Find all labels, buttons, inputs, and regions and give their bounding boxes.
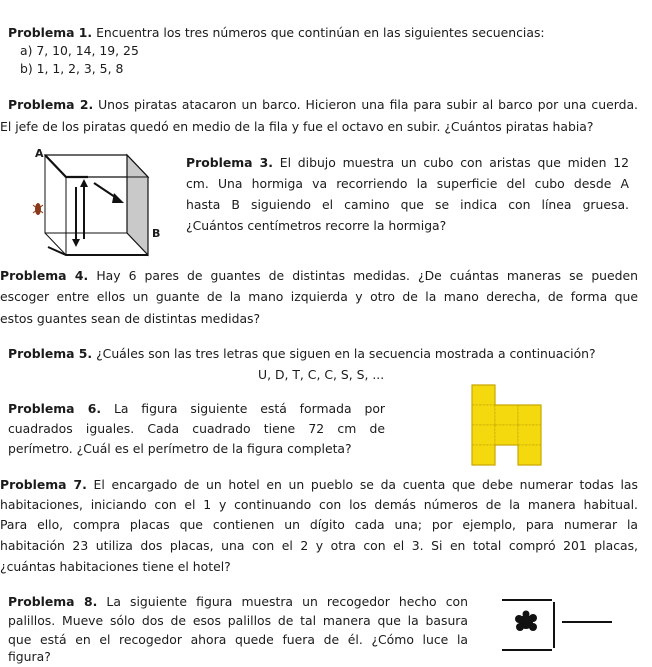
problem-4-line-2: escoger entre ellos un guante de la mano izquierda y otro de la mano derecha, de forma que — [0, 289, 638, 304]
square — [472, 385, 495, 405]
square — [472, 425, 495, 445]
problem-8-line-3: que está en el recogedor ahora quede fuera de él. ¿Cómo luce la — [8, 632, 468, 647]
cube-label-b: B — [152, 227, 161, 240]
problem-3-line-2: cm. Una hormiga va recorriendo la superficie del cubo desde A — [186, 176, 629, 191]
problem-8-line-1: Problema 8. La siguiente figura muestra un recogedor hecho con — [8, 594, 468, 609]
problem-7-line-4: habitación 23 utiliza dos placas, una con el 2 y otra con el 3. Si en total compró 201 placas, — [0, 538, 638, 553]
square — [495, 425, 518, 445]
problem-1-title: Problema 1. — [8, 25, 93, 40]
problem-4-line-1: Problema 4. Hay 6 pares de guantes de distintas medidas. ¿De cuántas maneras se pueden — [0, 268, 638, 283]
problem-6-line-3: perímetro. ¿Cuál es el perímetro de la figura completa? — [8, 441, 352, 456]
cube-label-a: A — [35, 147, 44, 160]
problem-5-line-1: Problema 5. ¿Cuáles son las tres letras que siguen en la secuencia mostrada a continuación? — [8, 346, 596, 361]
cube-edge — [45, 233, 66, 255]
arrow-head-icon — [80, 179, 88, 187]
square — [495, 405, 518, 425]
problem-1-text: Encuentra los tres números que continúan en las siguientes secuencias: — [96, 25, 545, 40]
squares-figure — [471, 384, 551, 470]
problem-6-title: Problema 6. — [8, 401, 102, 416]
problem-7-title: Problema 7. — [0, 477, 87, 492]
problem-3-title: Problema 3. — [186, 155, 273, 170]
square — [518, 445, 541, 465]
problem-8-line-4: figura? — [8, 649, 51, 664]
square — [518, 425, 541, 445]
arrow-head-icon — [112, 193, 124, 203]
problem-1-option-b: b) 1, 1, 2, 3, 5, 8 — [20, 61, 124, 76]
problem-3-line-4: ¿Cuántos centímetros recorre la hormiga? — [186, 218, 447, 233]
cube-side-face — [127, 155, 148, 255]
problem-4-line-3: estos guantes sean de distintas medidas? — [0, 311, 261, 326]
problem-7-line-2: habitaciones, iniciando con el 1 y continuando con los demás números de la manera habitual. — [0, 497, 638, 512]
trash-icon — [515, 611, 537, 632]
problem-6-line-2: cuadrados iguales. Cada cuadrado tiene 72 cm de — [8, 421, 385, 436]
problem-1-option-a: a) 7, 10, 14, 19, 25 — [20, 43, 139, 58]
cube-figure — [28, 147, 164, 257]
problem-8-title: Problema 8. — [8, 594, 98, 609]
arrow-head-icon — [72, 239, 80, 247]
square — [518, 405, 541, 425]
square — [472, 405, 495, 425]
problem-7-line-5: ¿cuántas habitaciones tiene el hotel? — [0, 559, 231, 574]
problem-6-line-1: Problema 6. La figura siguiente está formada por — [8, 401, 385, 416]
problem-5-sequence: U, D, T, C, C, S, S, ... — [258, 367, 385, 382]
square — [472, 445, 495, 465]
problem-3-line-3: hasta B siguiendo el camino que se indica con línea gruesa. — [186, 197, 629, 212]
problem-2-line-2: El jefe de los piratas quedó en medio de la fila y fue el octavo en subir. ¿Cuántos piratas habia? — [0, 119, 594, 134]
problem-1-statement — [8, 24, 545, 42]
problem-7-line-1: Problema 7. El encargado de un hotel en un pueblo se da cuenta que debe numerar todas las — [0, 477, 638, 492]
problem-4-title: Problema 4. — [0, 268, 89, 283]
problem-5-title: Problema 5. — [8, 346, 93, 361]
ant-path-bottom — [48, 247, 148, 255]
problem-8-line-2: palillos. Mueve sólo dos de esos palillos de tal manera que la basura — [8, 613, 468, 628]
problem-2-title: Problema 2. — [8, 97, 94, 112]
problem-7-line-3: Para ello, compra placas que contienen un dígito cada una; por ejemplo, para numerar la — [0, 517, 638, 532]
problem-2-line-1: Problema 2. Unos piratas atacaron un barco. Hicieron una fila para subir al barco por una cuerda. — [8, 97, 638, 112]
problem-3-line-1: Problema 3. El dibujo muestra un cubo con aristas que miden 12 — [186, 155, 629, 170]
dustpan-figure — [490, 594, 630, 658]
